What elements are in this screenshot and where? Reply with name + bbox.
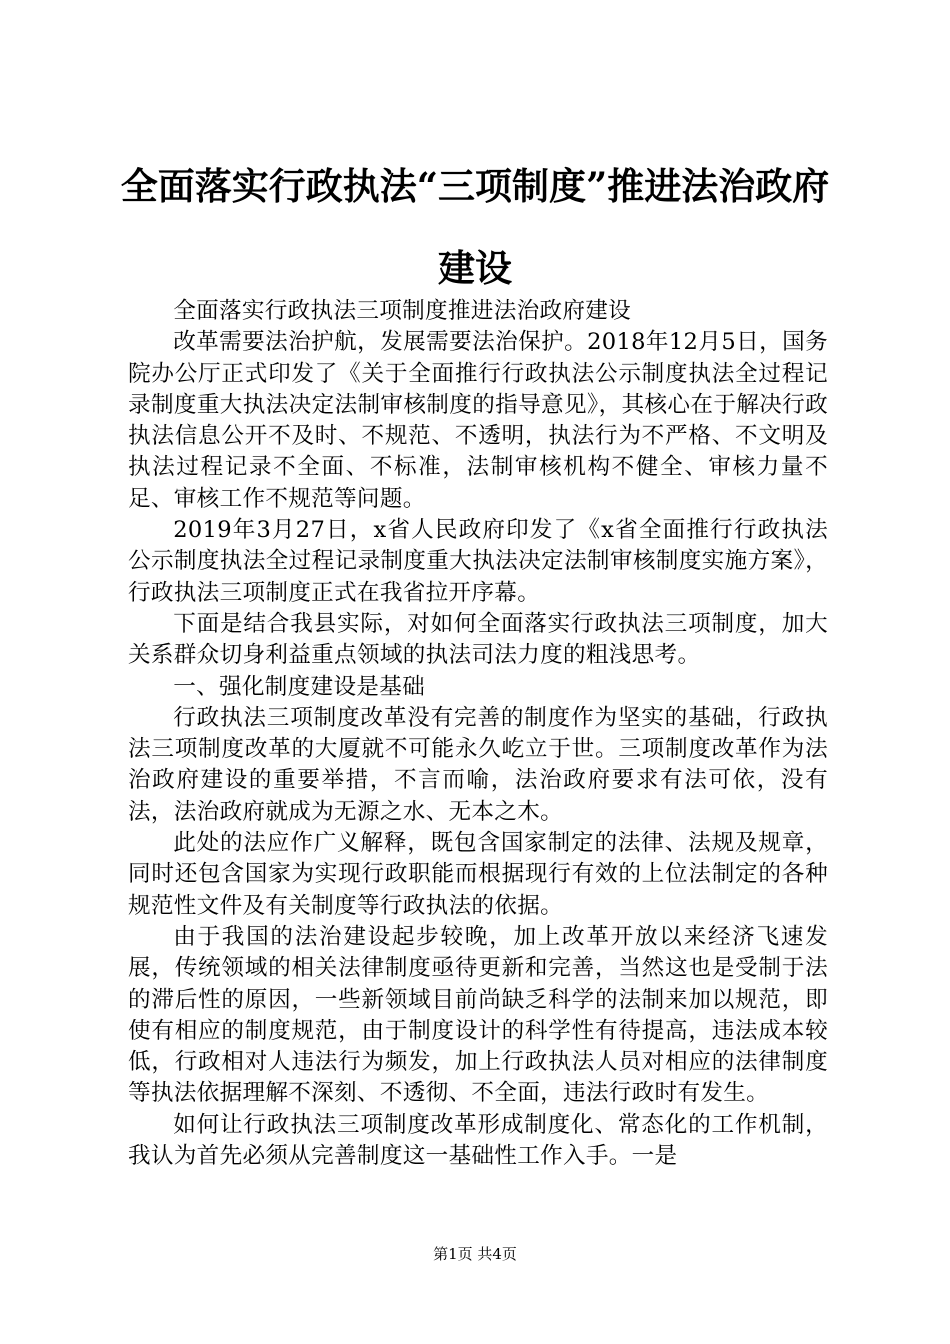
paragraph: 行政执法三项制度改革没有完善的制度作为坚实的基础，行政执法三项制度改革的大厦就不可能永久屹立于世。三项制度改革作为法治政府建设的重要举措，不言而喻，法治政府要求有法可依，没有法，法治政府就成为无源之水、无本之木。 xyxy=(128,704,828,825)
section-heading: 一、强化制度建设是基础 xyxy=(173,673,426,700)
paragraph: 改革需要法治护航，发展需要法治保护。2018年12月5日，国务院办公厅正式印发了《关于全面推行行政执法公示制度执法全过程记录制度重大执法决定法制审核制度的指导意见》，其核心在于解决行政执法信息公开不及时、不规范、不透明，执法行为不严格、不文明及执法过程记录不全面、不标准，法制审核机构不健全、审核力量不足、审核工作不规范等问题。 xyxy=(128,329,828,512)
page-footer: 第1页 共4页 xyxy=(433,1245,517,1263)
paragraph: 此处的法应作广义解释，既包含国家制定的法律、法规及规章，同时还包含国家为实现行政职能而根据现行有效的上位法制定的各种规范性文件及有关制度等行政执法的依据。 xyxy=(128,830,828,919)
paragraph: 2019年3月27日，x省人民政府印发了《x省全面推行行政执法公示制度执法全过程记录制度重大执法决定法制审核制度实施方案》，行政执法三项制度正式在我省拉开序幕。 xyxy=(128,517,828,606)
document-title-line-2: 建设 xyxy=(438,246,512,290)
document-body xyxy=(128,296,828,1172)
paragraph: 下面是结合我县实际，对如何全面落实行政执法三项制度，加大关系群众切身利益重点领域的执法司法力度的粗浅思考。 xyxy=(128,610,828,669)
paragraph: 如何让行政执法三项制度改革形成制度化、常态化的工作机制，我认为首先必须从完善制度这一基础性工作入手。一是 xyxy=(128,1111,828,1170)
paragraph: 由于我国的法治建设起步较晚，加上改革开放以来经济飞速发展，传统领域的相关法律制度亟待更新和完善，当然这也是受制于法的滞后性的原因，一些新领域目前尚缺乏科学的法制来加以规范，即使有相应的制度规范，由于制度设计的科学性有待提高，违法成本较低，行政相对人违法行为频发，加上行政执法人员对相应的法律制度等执法依据理解不深刻、不透彻、不全面，违法行政时有发生。 xyxy=(128,923,828,1107)
paragraph-subtitle: 全面落实行政执法三项制度推进法治政府建设 xyxy=(173,298,632,324)
document-title-line-1: 全面落实行政执法“三项制度”推进法治政府 xyxy=(120,164,830,208)
